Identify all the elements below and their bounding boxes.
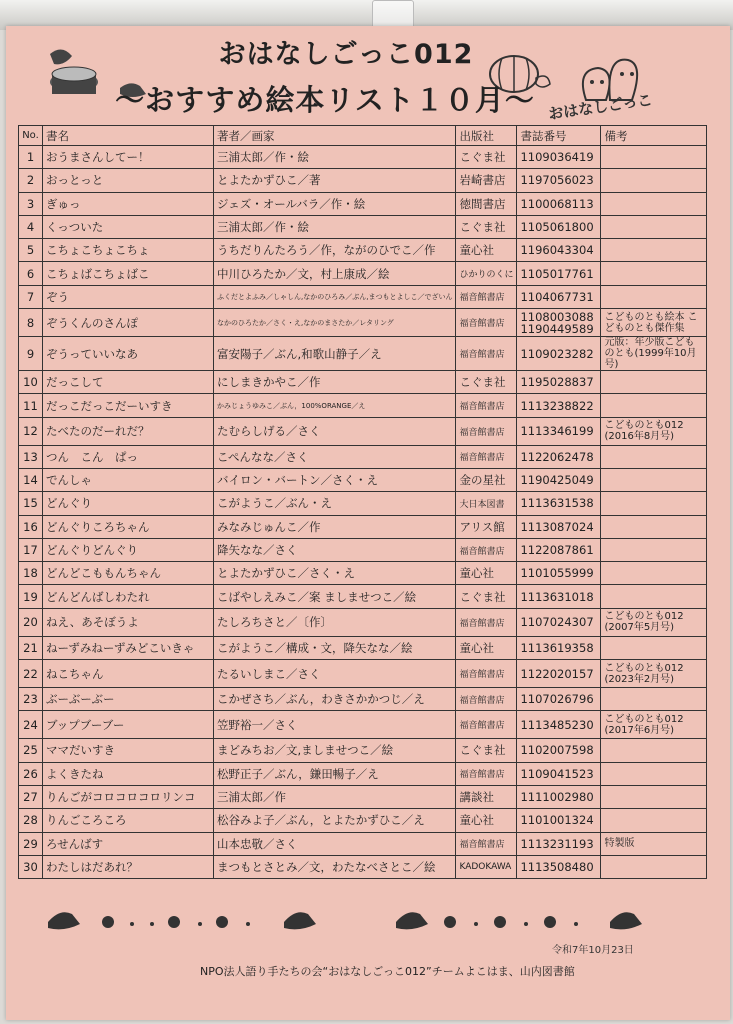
book-note bbox=[601, 445, 707, 468]
table-row bbox=[19, 538, 707, 561]
book-note: こどものとも012 (2023年2月号) bbox=[601, 660, 707, 688]
header-note: 備考 bbox=[601, 126, 707, 146]
row-number: 22 bbox=[19, 660, 43, 688]
issue-date: 令和7年10月23日 bbox=[552, 945, 634, 956]
row-number: 20 bbox=[19, 608, 43, 636]
book-note bbox=[601, 515, 707, 538]
table-row bbox=[19, 239, 707, 262]
book-publisher: 童心社 bbox=[456, 636, 517, 659]
row-number: 30 bbox=[19, 855, 43, 878]
header-author: 著者／画家 bbox=[214, 126, 456, 146]
book-title: ぶーぶーぶー bbox=[43, 688, 214, 711]
row-number: 25 bbox=[19, 739, 43, 762]
book-title: つん こん ぱっ bbox=[43, 445, 214, 468]
table-row bbox=[19, 169, 707, 192]
table-row bbox=[19, 337, 707, 371]
book-code: 1111002980 bbox=[517, 785, 601, 808]
book-title: ねこちゃん bbox=[43, 660, 214, 688]
book-publisher: ひかりのくに bbox=[456, 262, 517, 285]
book-code: 1109023282 bbox=[517, 337, 601, 371]
table-row bbox=[19, 445, 707, 468]
book-title: どんぐりどんぐり bbox=[43, 538, 214, 561]
table-row bbox=[19, 739, 707, 762]
book-code: 1197056023 bbox=[517, 169, 601, 192]
table-row bbox=[19, 688, 707, 711]
book-note bbox=[601, 809, 707, 832]
book-code: 1113231193 bbox=[517, 832, 601, 855]
book-publisher: 福音館書店 bbox=[456, 309, 517, 337]
row-number: 16 bbox=[19, 515, 43, 538]
table-row bbox=[19, 562, 707, 585]
table-row bbox=[19, 832, 707, 855]
book-author: こがようこ／構成・文，降矢なな／絵 bbox=[214, 636, 456, 659]
book-author: にしまきかやこ／作 bbox=[214, 371, 456, 394]
book-publisher: こぐま社 bbox=[456, 371, 517, 394]
book-author: ジェズ・オールバラ／作・絵 bbox=[214, 192, 456, 215]
book-note: こどものとも012 (2017年6月号) bbox=[601, 711, 707, 739]
book-title: りんごころころ bbox=[43, 809, 214, 832]
book-code: 1195028837 bbox=[517, 371, 601, 394]
table-row bbox=[19, 371, 707, 394]
book-code: 1108003088 1190449589 bbox=[517, 309, 601, 337]
table-row bbox=[19, 608, 707, 636]
row-number: 2 bbox=[19, 169, 43, 192]
book-title: だっこして bbox=[43, 371, 214, 394]
row-number: 10 bbox=[19, 371, 43, 394]
table-row bbox=[19, 585, 707, 608]
book-code: 1102007598 bbox=[517, 739, 601, 762]
row-number: 13 bbox=[19, 445, 43, 468]
book-code: 1113485230 bbox=[517, 711, 601, 739]
book-author: なかのひろたか／さく・え,なかのまさたか／レタリング bbox=[214, 309, 456, 337]
book-note bbox=[601, 492, 707, 515]
row-number: 17 bbox=[19, 538, 43, 561]
book-note bbox=[601, 739, 707, 762]
table-row bbox=[19, 192, 707, 215]
book-note bbox=[601, 785, 707, 808]
book-title: くっついた bbox=[43, 215, 214, 238]
book-publisher: 福音館書店 bbox=[456, 337, 517, 371]
book-note bbox=[601, 688, 707, 711]
book-code: 1101055999 bbox=[517, 562, 601, 585]
book-publisher: 金の星社 bbox=[456, 468, 517, 491]
book-publisher: 大日本図書 bbox=[456, 492, 517, 515]
book-code: 1101001324 bbox=[517, 809, 601, 832]
table-row bbox=[19, 515, 707, 538]
book-title: ねえ、あそぼうよ bbox=[43, 608, 214, 636]
book-author: 富安陽子／ぶん,和歌山静子／え bbox=[214, 337, 456, 371]
row-number: 1 bbox=[19, 146, 43, 169]
table-row bbox=[19, 636, 707, 659]
book-title: ママだいすき bbox=[43, 739, 214, 762]
book-author: 松谷みよ子／ぶん，とよたかずひこ／え bbox=[214, 809, 456, 832]
row-number: 8 bbox=[19, 309, 43, 337]
book-title: どんぐりころちゃん bbox=[43, 515, 214, 538]
book-author: みなみじゅんこ／作 bbox=[214, 515, 456, 538]
book-publisher: 童心社 bbox=[456, 562, 517, 585]
acorn-border-illustration bbox=[40, 900, 680, 936]
book-title: おうまさんしてー！ bbox=[43, 146, 214, 169]
book-author: かみじょうゆみこ／ぶん，100%ORANGE／え bbox=[214, 394, 456, 417]
book-note: こどものとも絵本 こどものとも傑作集 bbox=[601, 309, 707, 337]
table-row bbox=[19, 492, 707, 515]
table-header-row bbox=[19, 126, 707, 146]
book-publisher: 福音館書店 bbox=[456, 688, 517, 711]
row-number: 11 bbox=[19, 394, 43, 417]
book-title: ぎゅっ bbox=[43, 192, 214, 215]
row-number: 19 bbox=[19, 585, 43, 608]
book-author: うちだりんたろう／作，ながのひでこ／作 bbox=[214, 239, 456, 262]
book-code: 1122087861 bbox=[517, 538, 601, 561]
row-number: 24 bbox=[19, 711, 43, 739]
book-list-table bbox=[18, 125, 707, 879]
book-author: こかぜさち／ぶん，わきさかかつじ／え bbox=[214, 688, 456, 711]
header-title: 書名 bbox=[43, 126, 214, 146]
row-number: 21 bbox=[19, 636, 43, 659]
book-publisher: KADOKAWA bbox=[456, 855, 517, 878]
book-code: 1107026796 bbox=[517, 688, 601, 711]
table-row bbox=[19, 394, 707, 417]
book-author: 三浦太郎／作・絵 bbox=[214, 146, 456, 169]
book-author: とよたかずひこ／著 bbox=[214, 169, 456, 192]
book-note bbox=[601, 394, 707, 417]
book-title: ぞう bbox=[43, 285, 214, 308]
book-note bbox=[601, 371, 707, 394]
book-note bbox=[601, 285, 707, 308]
book-author: まどみちお／文,ましませつこ／絵 bbox=[214, 739, 456, 762]
book-author: 中川ひろたか／文，村上康成／絵 bbox=[214, 262, 456, 285]
row-number: 28 bbox=[19, 809, 43, 832]
book-code: 1113619358 bbox=[517, 636, 601, 659]
book-title: どんどこももんちゃん bbox=[43, 562, 214, 585]
book-title: こちょばこちょばこ bbox=[43, 262, 214, 285]
book-title: りんごがコロコロコロリンコ bbox=[43, 785, 214, 808]
book-author: こぺんなな／さく bbox=[214, 445, 456, 468]
book-note bbox=[601, 215, 707, 238]
table-row bbox=[19, 417, 707, 445]
book-code: 1113508480 bbox=[517, 855, 601, 878]
book-note bbox=[601, 146, 707, 169]
book-publisher: 福音館書店 bbox=[456, 832, 517, 855]
book-publisher: 福音館書店 bbox=[456, 394, 517, 417]
book-publisher: 童心社 bbox=[456, 809, 517, 832]
book-code: 1113631018 bbox=[517, 585, 601, 608]
book-author: たしろちさと／〔作〕 bbox=[214, 608, 456, 636]
row-number: 4 bbox=[19, 215, 43, 238]
book-publisher: 福音館書店 bbox=[456, 608, 517, 636]
header-code: 書誌番号 bbox=[517, 126, 601, 146]
poster-subtitle: ～おすすめ絵本リスト１０月～ bbox=[115, 83, 535, 117]
book-note bbox=[601, 855, 707, 878]
row-number: 9 bbox=[19, 337, 43, 371]
row-number: 26 bbox=[19, 762, 43, 785]
book-author: 三浦太郎／作・絵 bbox=[214, 215, 456, 238]
book-publisher: 福音館書店 bbox=[456, 285, 517, 308]
book-code: 1105017761 bbox=[517, 262, 601, 285]
book-title: ぞうくんのさんぽ bbox=[43, 309, 214, 337]
brand-logo-text: おはなしごっこ bbox=[547, 90, 654, 124]
book-note bbox=[601, 585, 707, 608]
book-publisher: 童心社 bbox=[456, 239, 517, 262]
table-row bbox=[19, 785, 707, 808]
table-row bbox=[19, 762, 707, 785]
book-title: でんしゃ bbox=[43, 468, 214, 491]
book-title: どんどんばしわたれ bbox=[43, 585, 214, 608]
book-title: わたしはだあれ？ bbox=[43, 855, 214, 878]
book-title: ぞうっていいなあ bbox=[43, 337, 214, 371]
book-code: 1122062478 bbox=[517, 445, 601, 468]
book-author: バイロン・バートン／さく・え bbox=[214, 468, 456, 491]
table-row bbox=[19, 285, 707, 308]
table-row bbox=[19, 468, 707, 491]
book-publisher: 福音館書店 bbox=[456, 417, 517, 445]
row-number: 27 bbox=[19, 785, 43, 808]
book-code: 1113238822 bbox=[517, 394, 601, 417]
book-title: こちょこちょこちょ bbox=[43, 239, 214, 262]
table-row bbox=[19, 215, 707, 238]
table-row bbox=[19, 262, 707, 285]
table-row bbox=[19, 146, 707, 169]
book-publisher: 福音館書店 bbox=[456, 538, 517, 561]
book-author: 松野正子／ぶん，鎌田暢子／え bbox=[214, 762, 456, 785]
book-author: 三浦太郎／作 bbox=[214, 785, 456, 808]
row-number: 3 bbox=[19, 192, 43, 215]
book-code: 1113346199 bbox=[517, 417, 601, 445]
row-number: 7 bbox=[19, 285, 43, 308]
row-number: 29 bbox=[19, 832, 43, 855]
book-note: こどものとも012 (2007年5月号) bbox=[601, 608, 707, 636]
book-code: 1190425049 bbox=[517, 468, 601, 491]
book-author: たむらしげる／さく bbox=[214, 417, 456, 445]
book-author: ふくだとよふみ／しゃしん,なかのひろみ／ぶん,まつもとよしこ／でざいん bbox=[214, 285, 456, 308]
row-number: 12 bbox=[19, 417, 43, 445]
book-title: おっとっと bbox=[43, 169, 214, 192]
book-code: 1109041523 bbox=[517, 762, 601, 785]
book-code: 1105061800 bbox=[517, 215, 601, 238]
row-number: 6 bbox=[19, 262, 43, 285]
book-title: ねーずみねーずみどこいきゃ bbox=[43, 636, 214, 659]
row-number: 23 bbox=[19, 688, 43, 711]
book-note bbox=[601, 169, 707, 192]
book-code: 1109036419 bbox=[517, 146, 601, 169]
poster-title: おはなしごっこ012 bbox=[218, 39, 474, 70]
book-note: 元版：年少版こどものとも(1999年10月号) bbox=[601, 337, 707, 371]
row-number: 5 bbox=[19, 239, 43, 262]
table-row bbox=[19, 309, 707, 337]
row-number: 18 bbox=[19, 562, 43, 585]
table-row bbox=[19, 855, 707, 878]
book-note: こどものとも012 (2016年8月号) bbox=[601, 417, 707, 445]
row-number: 14 bbox=[19, 468, 43, 491]
book-publisher: アリス館 bbox=[456, 515, 517, 538]
book-publisher: こぐま社 bbox=[456, 215, 517, 238]
book-publisher: 福音館書店 bbox=[456, 762, 517, 785]
book-author: 笠野裕一／さく bbox=[214, 711, 456, 739]
book-title: だっこだっこだーいすき bbox=[43, 394, 214, 417]
book-publisher: こぐま社 bbox=[456, 739, 517, 762]
book-author: 降矢なな／さく bbox=[214, 538, 456, 561]
table-row bbox=[19, 711, 707, 739]
book-author: まつもとさとみ／文，わたなべさとこ／絵 bbox=[214, 855, 456, 878]
book-code: 1113631538 bbox=[517, 492, 601, 515]
book-publisher: こぐま社 bbox=[456, 146, 517, 169]
book-code: 1122020157 bbox=[517, 660, 601, 688]
book-note bbox=[601, 468, 707, 491]
book-note bbox=[601, 192, 707, 215]
book-title: よくきたね bbox=[43, 762, 214, 785]
book-code: 1100068113 bbox=[517, 192, 601, 215]
book-publisher: 講談社 bbox=[456, 785, 517, 808]
table-row bbox=[19, 809, 707, 832]
book-note: 特製版 bbox=[601, 832, 707, 855]
book-note bbox=[601, 636, 707, 659]
book-publisher: 岩崎書店 bbox=[456, 169, 517, 192]
organization-credit: NPO法人語り手たちの会“おはなしごっこ012”チームよこはま、山内図書館 bbox=[200, 965, 575, 978]
book-code: 1107024307 bbox=[517, 608, 601, 636]
book-title: たべたのだーれだ？ bbox=[43, 417, 214, 445]
book-author: とよたかずひこ／さく・え bbox=[214, 562, 456, 585]
book-note bbox=[601, 562, 707, 585]
table-row bbox=[19, 660, 707, 688]
book-publisher: こぐま社 bbox=[456, 585, 517, 608]
book-author: 山本忠敬／さく bbox=[214, 832, 456, 855]
book-publisher: 福音館書店 bbox=[456, 660, 517, 688]
book-title: ブップブーブー bbox=[43, 711, 214, 739]
header-no: No. bbox=[19, 126, 43, 146]
book-publisher: 福音館書店 bbox=[456, 711, 517, 739]
book-code: 1196043304 bbox=[517, 239, 601, 262]
book-note bbox=[601, 262, 707, 285]
book-publisher: 福音館書店 bbox=[456, 445, 517, 468]
book-title: ろせんばす bbox=[43, 832, 214, 855]
book-note bbox=[601, 538, 707, 561]
book-author: たるいしまこ／さく bbox=[214, 660, 456, 688]
book-note bbox=[601, 762, 707, 785]
book-publisher: 徳間書店 bbox=[456, 192, 517, 215]
header-publisher: 出版社 bbox=[456, 126, 517, 146]
book-author: こがようこ／ぶん・え bbox=[214, 492, 456, 515]
book-author: こばやしえみこ／案 ましませつこ／絵 bbox=[214, 585, 456, 608]
book-title: どんぐり bbox=[43, 492, 214, 515]
book-code: 1104067731 bbox=[517, 285, 601, 308]
book-code: 1113087024 bbox=[517, 515, 601, 538]
row-number: 15 bbox=[19, 492, 43, 515]
book-note bbox=[601, 239, 707, 262]
